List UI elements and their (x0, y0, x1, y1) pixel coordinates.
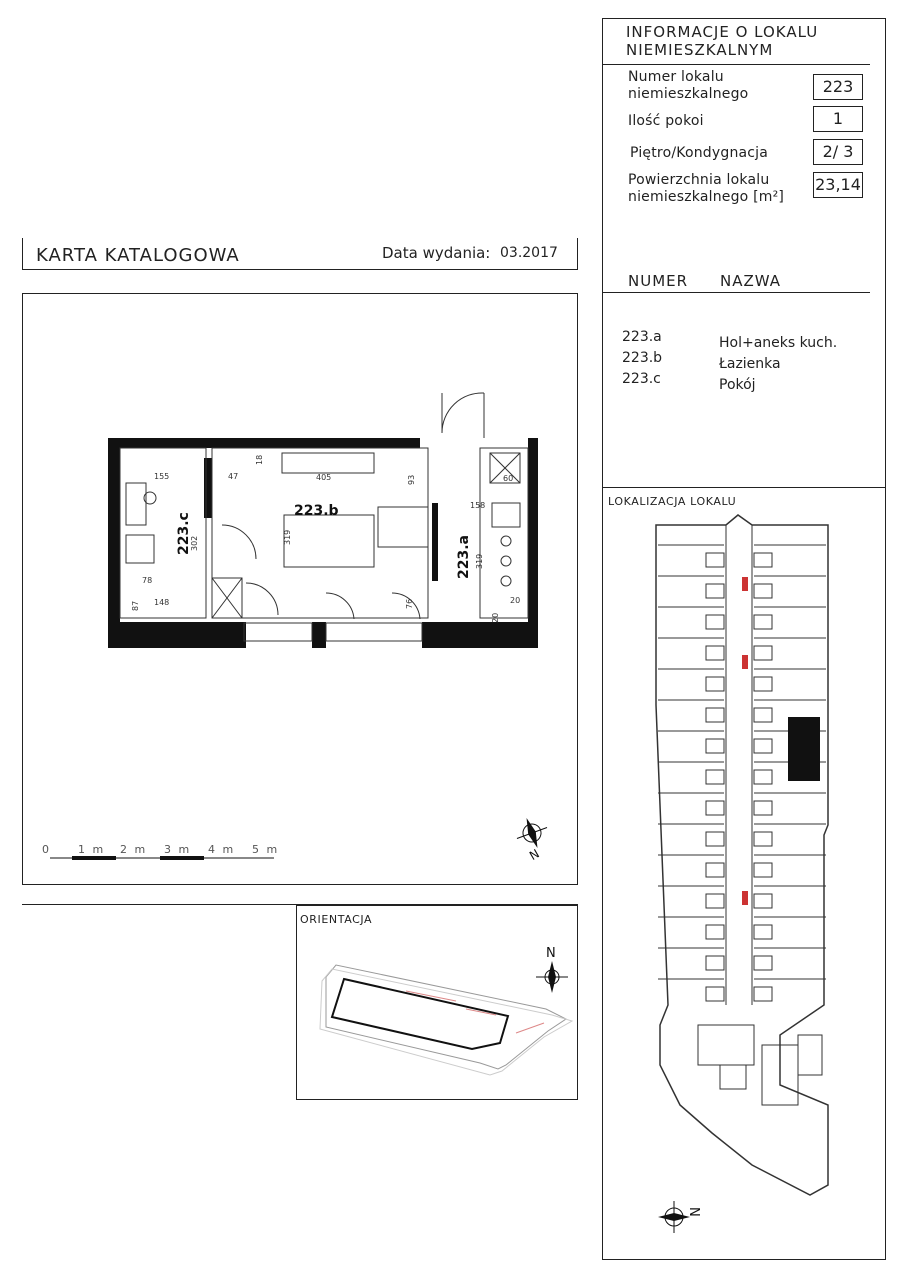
number-value: 223 (813, 74, 863, 100)
rooms-label: Ilość pokoi (628, 113, 704, 129)
location-plan (602, 505, 885, 1250)
info-title-line1: INFORMACJE O LOKALU (626, 23, 819, 41)
dim-label: 155 (154, 472, 170, 481)
unit-bathroom (754, 894, 772, 908)
unit-bathroom (754, 956, 772, 970)
area-value: 23,14 (813, 172, 863, 198)
dim-label: 60 (503, 474, 514, 483)
room-row-number: 223.b (622, 350, 663, 366)
unit-bathroom (754, 584, 772, 598)
dim-label: 158 (470, 501, 486, 510)
unit-bathroom (706, 553, 724, 567)
scale-label: 2 m (120, 843, 148, 856)
orientation-title: ORIENTACJA (300, 913, 373, 926)
location-north-label: N (686, 1207, 701, 1217)
orientation-map (296, 905, 578, 1100)
unit-bathroom (754, 553, 772, 567)
col-name-header: NAZWA (720, 272, 782, 290)
scale-label: 4 m (208, 843, 236, 856)
unit-bathroom (706, 584, 724, 598)
info-title-line2: NIEMIESZKALNYM (626, 41, 774, 59)
scale-label: 1 m (78, 843, 106, 856)
unit-bathroom (706, 863, 724, 877)
dim-label: 18 (255, 454, 264, 465)
unit-bathroom (706, 615, 724, 629)
unit-bathroom (754, 677, 772, 691)
dim-label: 78 (142, 576, 153, 585)
highlight-unit (742, 655, 748, 669)
scale-label: 5 m (252, 843, 280, 856)
dim-label: 405 (316, 473, 332, 482)
unit-bathroom (754, 863, 772, 877)
unit-bathroom (706, 739, 724, 753)
dim-label: 302 (190, 535, 199, 551)
unit-bathroom (754, 925, 772, 939)
unit-bathroom (754, 987, 772, 1001)
unit-bathroom (754, 832, 772, 846)
compass-north-label: N (527, 846, 542, 864)
dim-label: 20 (510, 596, 521, 605)
compass-icon (658, 1201, 690, 1233)
compass-icon (536, 961, 568, 993)
room-label-c: 223.c (176, 512, 192, 555)
scale-label: 0 (42, 843, 51, 856)
room-label-a: 223.a (456, 535, 472, 579)
date-label: Data wydania: (382, 244, 491, 262)
floor-value: 2/ 3 (813, 139, 863, 165)
dim-label: 20 (491, 612, 500, 623)
location-title: LOKALIZACJA LOKALU (608, 495, 737, 508)
unit-bathroom (706, 646, 724, 660)
highlight-unit (742, 891, 748, 905)
scale-bar (42, 843, 279, 860)
orientation-north-label: N (546, 946, 556, 961)
room-row-name: Hol+aneks kuch. (719, 335, 838, 351)
room-row-number: 223.c (622, 371, 661, 387)
dim-label: 47 (228, 472, 239, 481)
floor-plan (22, 293, 578, 885)
unit-bathroom (706, 708, 724, 722)
number-label-1: Numer lokalu (628, 69, 724, 85)
unit-bathroom (706, 894, 724, 908)
card-title: KARTA KATALOGOWA (36, 245, 240, 266)
unit-bathroom (754, 708, 772, 722)
dim-label: 93 (407, 474, 416, 485)
unit-bathroom (754, 770, 772, 784)
unit-bathroom (706, 987, 724, 1001)
rooms-value: 1 (813, 106, 863, 132)
unit-bathroom (706, 770, 724, 784)
dim-label: 319 (283, 529, 292, 545)
outer-walls (108, 438, 538, 648)
floor-label: Piętro/Kondygnacja (630, 145, 769, 161)
highlight-unit (742, 577, 748, 591)
unit-bathroom (754, 615, 772, 629)
col-number-header: NUMER (628, 272, 689, 290)
unit-bathroom (706, 925, 724, 939)
number-label-2: niemieszkalnego (628, 86, 749, 102)
area-label-2: niemieszkalnego [m²] (628, 189, 785, 205)
room-row-name: Pokój (719, 377, 756, 393)
stair-core (788, 717, 820, 781)
dim-label: 319 (475, 553, 484, 569)
building-outline (332, 979, 508, 1049)
date-value: 03.2017 (500, 245, 558, 261)
unit-bathroom (754, 646, 772, 660)
dim-label: 76 (405, 598, 414, 609)
area-label-1: Powierzchnia lokalu (628, 172, 770, 188)
unit-bathroom (706, 956, 724, 970)
unit-bathroom (706, 801, 724, 815)
unit-bathroom (754, 801, 772, 815)
unit-bathroom (706, 677, 724, 691)
dim-label: 148 (154, 598, 170, 607)
dim-label: 87 (131, 600, 140, 611)
room-label-b: 223.b (294, 503, 339, 519)
unit-bathroom (754, 739, 772, 753)
unit-bathroom (706, 832, 724, 846)
room-row-number: 223.a (622, 329, 662, 345)
room-row-name: Łazienka (719, 356, 781, 372)
scale-label: 3 m (164, 843, 192, 856)
